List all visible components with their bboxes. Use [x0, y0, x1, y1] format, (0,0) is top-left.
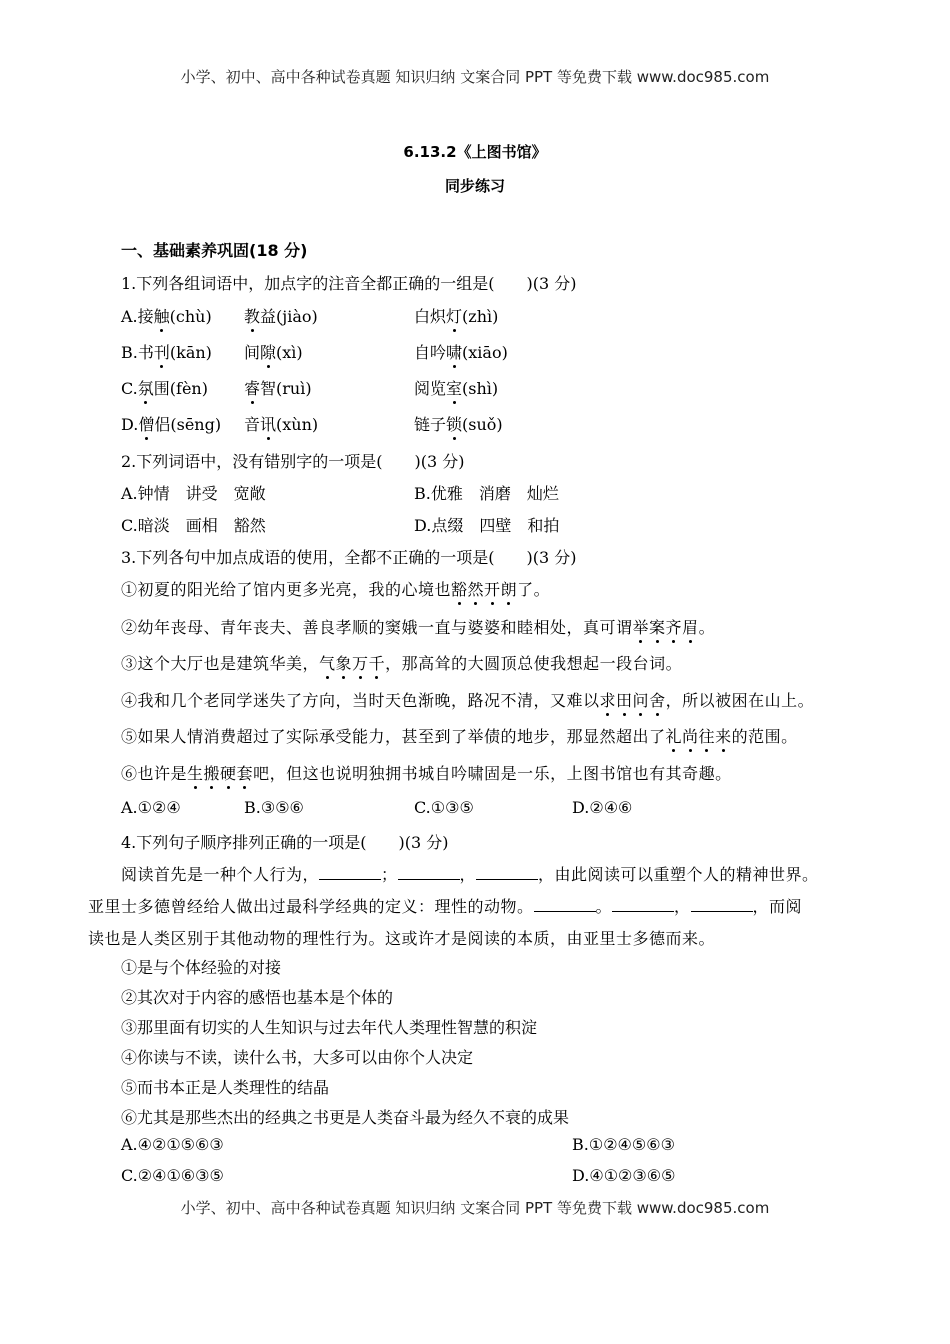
question-3-option-d: D.②④⑥	[572, 798, 633, 817]
page-footer: 小学、初中、高中各种试卷真题 知识归纳 文案合同 PPT 等免费下载 www.doc985.com	[180, 1199, 770, 1217]
question-2-option-d: D.点缀 四壁 和拍	[414, 516, 560, 535]
question-1-option-word: C.氛围(fèn)	[121, 376, 208, 399]
question-4-option-b: B.①②④⑤⑥③	[572, 1135, 675, 1154]
section-heading: 一、基础素养巩固(18 分)	[121, 241, 308, 260]
question-1-option-word: 间隙(xì)	[244, 340, 303, 363]
lesson-title: 6.13.2《上图书馆》	[403, 143, 547, 161]
question-4-stem: 4.下列句子顺序排列正确的一项是( )(3 分)	[121, 833, 449, 852]
question-2-stem: 2.下列词语中，没有错别字的一项是( )(3 分)	[121, 452, 465, 471]
question-3-option-a: A.①②④	[121, 798, 181, 817]
question-4-item: ③那里面有切实的人生知识与过去年代人类理性智慧的积淀	[121, 1018, 538, 1037]
question-1-option-word: 白炽灯(zhì)	[414, 304, 498, 327]
question-3-sentence-5: ⑤如果人情消费超过了实际承受能力，甚至到了举债的地步，那显然超出了礼尚往来的范围。	[121, 724, 798, 747]
page-header: 小学、初中、高中各种试卷真题 知识归纳 文案合同 PPT 等免费下载 www.doc985.com	[180, 68, 770, 86]
question-1-option-word: 阅览室(shì)	[414, 376, 498, 399]
question-1-option-word: 链子锁(suǒ)	[414, 412, 503, 435]
question-4-option-d: D.④①②③⑥⑤	[572, 1166, 676, 1185]
question-4-item: ⑥尤其是那些杰出的经典之书更是人类奋斗最为经久不衰的成果	[121, 1108, 570, 1127]
question-1-option-word: A.接触(chù)	[121, 304, 212, 327]
question-1-option-word: 睿智(ruì)	[244, 376, 312, 399]
question-1-option-word: 音讯(xùn)	[244, 412, 318, 435]
question-1-stem: 1.下列各组词语中，加点字的注音全都正确的一组是( )(3 分)	[121, 274, 577, 293]
question-1-option-word: 自吟啸(xiāo)	[414, 340, 508, 363]
question-4-passage-line-2: 亚里士多德曾经给人做出过最科学经典的定义：理性的动物。 。 ， ，而阅	[88, 897, 803, 916]
question-4-item: ④你读与不读，读什么书，大多可以由你个人决定	[121, 1048, 474, 1067]
question-3-sentence-4: ④我和几个老同学迷失了方向，当时天色渐晚，路况不清，又难以求田问舍，所以被困在山上。	[121, 688, 814, 711]
question-4-option-a: A.④②①⑤⑥③	[121, 1135, 224, 1154]
question-4-item: ②其次对于内容的感悟也基本是个体的	[121, 988, 394, 1007]
question-2-option-a: A.钟情 讲受 宽敞	[121, 484, 266, 503]
question-3-sentence-6: ⑥也许是生搬硬套吧，但这也说明独拥书城自吟啸固是一乐，上图书馆也有其奇趣。	[121, 761, 732, 784]
question-4-option-c: C.②④①⑥③⑤	[121, 1166, 224, 1185]
question-4-passage-line-1: 阅读首先是一种个人行为， ； ， ，由此阅读可以重塑个人的精神世界。	[121, 865, 819, 884]
question-3-sentence-3: ③这个大厅也是建筑华美，气象万千，那高耸的大圆顶总使我想起一段台词。	[121, 651, 682, 674]
question-2-option-b: B.优雅 消磨 灿烂	[414, 484, 559, 503]
question-4-passage-line-3: 读也是人类区别于其他动物的理性行为。这或许才是阅读的本质，由亚里士多德而来。	[88, 929, 716, 948]
lesson-subtitle: 同步练习	[444, 177, 505, 195]
question-4-item: ①是与个体经验的对接	[121, 958, 282, 977]
question-3-sentence-1: ①初夏的阳光给了馆内更多光亮，我的心境也豁然开朗了。	[121, 577, 550, 600]
question-3-stem: 3.下列各句中加点成语的使用，全都不正确的一项是( )(3 分)	[121, 548, 577, 567]
question-4-item: ⑤而书本正是人类理性的结晶	[121, 1078, 330, 1097]
question-1-option-word: D.僧侣(sēng)	[121, 412, 221, 435]
question-3-sentence-2: ②幼年丧母、青年丧夫、善良孝顺的窦娥一直与婆婆和睦相处，真可谓举案齐眉。	[121, 615, 715, 638]
question-1-option-word: 教益(jiào)	[244, 304, 318, 327]
question-3-option-c: C.①③⑤	[414, 798, 474, 817]
question-3-option-b: B.③⑤⑥	[244, 798, 304, 817]
question-2-option-c: C.暗淡 画相 豁然	[121, 516, 266, 535]
question-1-option-word: B.书刊(kān)	[121, 340, 212, 363]
